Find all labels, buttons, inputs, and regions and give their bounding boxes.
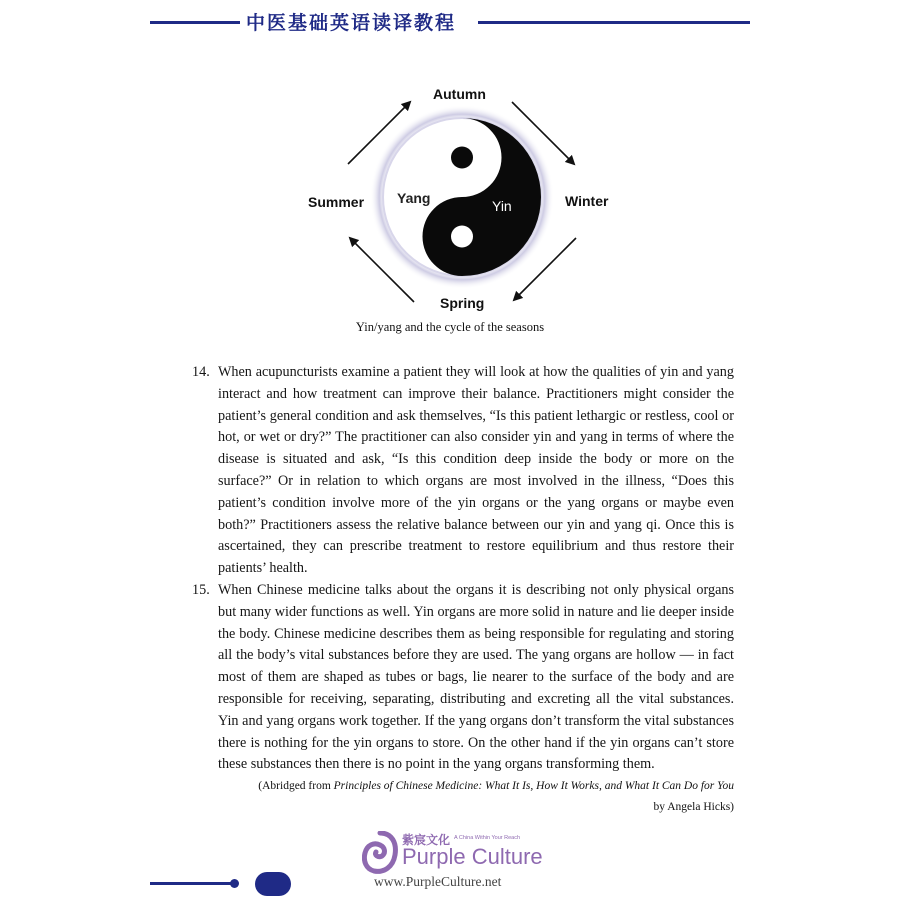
citation-line: [200, 776, 734, 797]
paragraph-14: [192, 362, 734, 580]
watermark-brand-name: Purple Culture: [402, 844, 543, 869]
season-winter-label: Winter: [565, 193, 609, 209]
yin-yang-seasons-diagram: [290, 80, 610, 320]
footer-rule: [150, 882, 232, 885]
paragraph-15: [192, 580, 734, 776]
citation-book-title: Principles of Chinese Medicine: What It Is, How It Works, and What It Can Do for You: [333, 780, 734, 792]
yang-eye: [451, 147, 473, 169]
book-title-header: 中医基础英语读译教程: [246, 12, 457, 34]
citation-prefix: (Abridged from: [258, 780, 334, 792]
season-summer-label: Summer: [308, 194, 365, 210]
header-rule-right: [478, 21, 750, 24]
paragraph-number: 14.: [192, 364, 210, 380]
source-citation: [200, 776, 734, 818]
season-spring-label: Spring: [440, 295, 485, 311]
yang-label: Yang: [397, 190, 431, 206]
header-rule-left: [150, 21, 240, 24]
watermark-url: www.PurpleCulture.net: [374, 874, 502, 889]
watermark: [362, 829, 562, 895]
page-header: [0, 8, 900, 38]
figure-caption: Yin/yang and the cycle of the seasons: [355, 320, 545, 334]
citation-author: by Angela Hicks): [653, 801, 734, 813]
watermark-chinese: 紫宸文化: [402, 833, 451, 847]
purple-culture-logo-icon: [362, 831, 398, 875]
page-number-badge: [255, 872, 291, 896]
footer-dot: [230, 879, 239, 888]
paragraph-text: When Chinese medicine talks about the organs it is describing not only physical organs but many wider functions as well. Yin organs are more solid in nature and lie deeper inside the body. Chinese medicine describes them as being responsible for regulating and storing all the body’s vital substances before they are used. The yang organs are hollow — in fact most of them are shaped as tubes or bags, lie nearer to the surface of the body and are responsible for receiving, separating, distributing and excreting all the vital substances. Yin and yang organs work together. If the yang organs don’t transform the vital substances there is nothing for the yin organs to store. On the other hand if the yin organs can’t store these substances then there is no point in the yang organs transforming them.: [218, 581, 734, 773]
yin-eye: [451, 226, 473, 248]
season-autumn-label: Autumn: [433, 86, 486, 102]
watermark-tagline: A China Within Your Reach: [454, 835, 521, 841]
paragraph-number: 15.: [192, 581, 210, 598]
body-text: [192, 362, 734, 776]
paragraph-text: When acupuncturists examine a patient they will look at how the qualities of yin and yang interact and how treatment can improve their balance. Practitioners might consider the patient’s general condition and ask themselves, “Is this patient lethargic or restless, cool or hot, or wet or dry?” The practitioner can also consider yin and yang in terms of where the disease is situated and ask, “Is this condition deep inside the body or more on the surface?” Or in relation to which organs are most involved in the illness, “Does this patient’s condition involve more of the yin organs or the yang organs or maybe even both?” Practitioners assess the relative balance between our yin and yang qi. Once this is ascertained, they can prescribe treatment to restore equilibrium and thus restore their patients’ health.: [218, 364, 734, 577]
yin-label: Yin: [492, 198, 512, 214]
